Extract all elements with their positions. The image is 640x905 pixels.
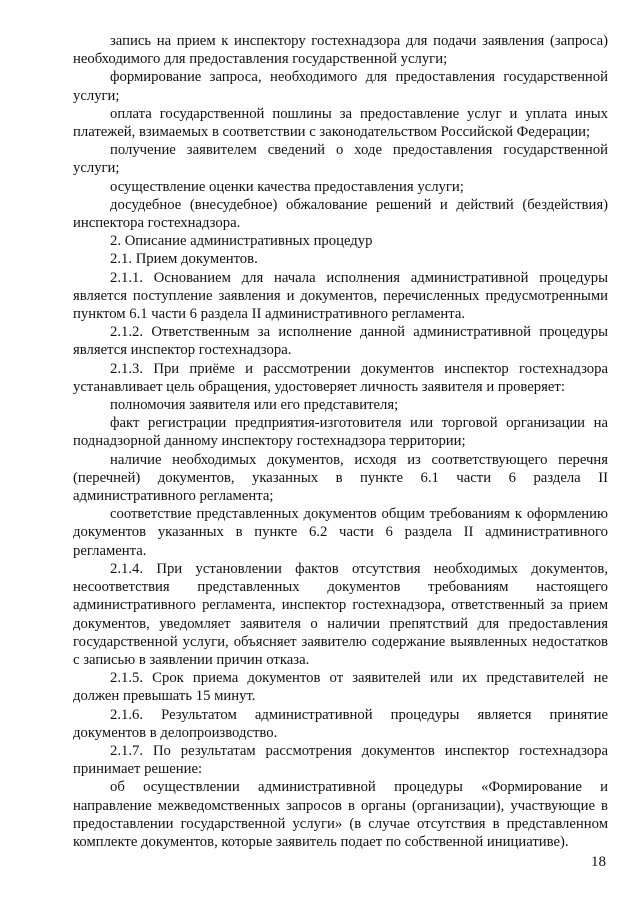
subsection-heading-document-intake: 2.1. Прием документов. bbox=[110, 251, 258, 268]
clause-2-1-3: 2.1.3. При приёме и рассмотрении документов инспектор гостехнадзора устанавливает цель обращения, удостоверяет личность заявителя и проверяет: bbox=[73, 360, 608, 395]
document-body bbox=[73, 32, 608, 851]
paragraph-fee-payment: оплата государственной пошлины за предоставление услуг и уплата иных платежей, взимаемых в соответствии с законодательством Российской Федерации; bbox=[73, 105, 608, 141]
check-item-documents-compliance: соответствие представленных документов общим требованиям к оформлению документов указанных в пункте 6.2 части 6 раздела II административного регламента. bbox=[73, 506, 608, 559]
paragraph-appeal: досудебное (внесудебное) обжалование решений и действий (бездействия) инспектора гостехнадзора. bbox=[73, 196, 608, 232]
clause-2-1-1: 2.1.1. Основанием для начала исполнения административной процедуры является поступление заявления и документов, перечисленных предусмотренными пунктом 6.1 части 6 раздела II административного регламента. bbox=[73, 269, 608, 323]
clause-2-1-7: 2.1.7. По результатам рассмотрения документов инспектор гостехнадзора принимает решение: bbox=[73, 742, 608, 778]
check-item-documents-present: наличие необходимых документов, исходя из соответствующего перечня (перечней) документов, указанных в пункте 6.1 части 6 раздела II административного регламента; bbox=[73, 451, 608, 505]
page-number: 18 bbox=[591, 854, 606, 870]
clause-2-1-2: 2.1.2. Ответственным за исполнение данной административной процедуры является инспектор гостехнадзора. bbox=[73, 324, 608, 359]
section-heading-procedures: 2. Описание административных процедур bbox=[110, 233, 373, 250]
paragraph-quality-evaluation: осуществление оценки качества предоставления услуги; bbox=[110, 178, 464, 195]
paragraph-request-forming: формирование запроса, необходимого для предоставления государственной услуги; bbox=[73, 69, 608, 104]
clause-2-1-4: 2.1.4. При установлении фактов отсутствия необходимых документов, несоответствия представленных документов требованиям настоящего административного регламента, инспектор гостехнадзора, ответственный за прием документов, уведомляет заявителя о наличии препятствий для предоставления государственной услуги, объясняет заявителю содержание выявленных недостатков с записью в заявлении причин отказа. bbox=[73, 560, 608, 668]
paragraph-appointment: запись на прием к инспектору гостехнадзора для подачи заявления (запроса) необходимого для предоставления государственной услуги; bbox=[73, 33, 608, 68]
check-item-registration: факт регистрации предприятия-изготовителя или торговой организации на поднадзорной данному инспектору гостехнадзора территории; bbox=[73, 415, 608, 450]
clause-2-1-5: 2.1.5. Срок приема документов от заявителей или их представителей не должен превышать 15 минут. bbox=[73, 670, 608, 705]
check-item-authority: полномочия заявителя или его представителя; bbox=[110, 397, 399, 414]
clause-2-1-6: 2.1.6. Результатом административной процедуры является принятие документов в делопроизводство. bbox=[73, 706, 608, 741]
paragraph-status-info: получение заявителем сведений о ходе предоставления государственной услуги; bbox=[73, 142, 608, 177]
decision-item-interagency-requests: об осуществлении административной процедуры «Формирование и направление межведомственных запросов в органы (организации), участвующие в предоставлении государственной услуги» (в случае отсутствия в представленном комплекте документов, которые заявитель подает по собственной инициативе). bbox=[73, 779, 608, 850]
